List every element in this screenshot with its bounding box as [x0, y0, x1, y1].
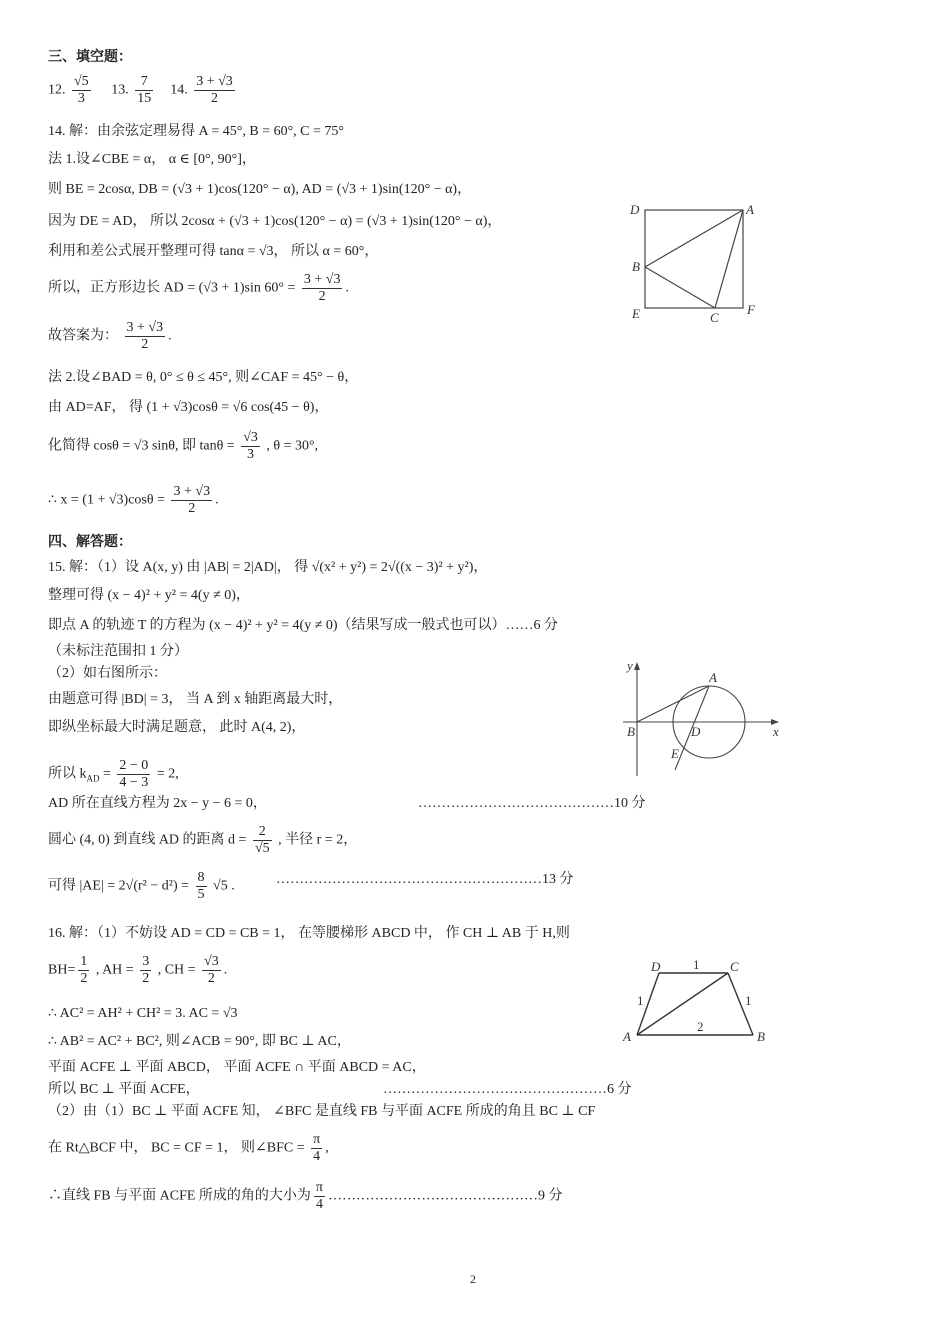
svg-text:2: 2	[697, 1019, 704, 1034]
score-10: ……………………………………10 分	[418, 796, 646, 811]
q14-line-8: 法 2.设∠BAD = θ, 0° ≤ θ ≤ 45°, 则∠CAF = 45° − θ，	[48, 370, 359, 385]
svg-text:D: D	[630, 202, 640, 217]
q15-line-8: 所以 $k_{AD}$ = $\frac{2 - 0}{4 - 3}$ = 2,	[48, 758, 179, 790]
answer-14-value: $\frac{3 + √3}{2}$	[196, 74, 233, 106]
svg-text:B: B	[632, 259, 640, 274]
q15-line-1: 15. 解：（1）设 A(x, y) 由 |AB| = 2|AD|， 得 √(x² + y²) = 2√((x − 3)² + y²)，	[48, 560, 488, 575]
q14-line-5: 利用和差公式展开整理可得 tanα = √3， 所以 α = 60°，	[48, 244, 379, 259]
q16-line-3: ∴ AC² = AH² + CH² = 3. AC = √3	[48, 1006, 238, 1021]
q15-line-11: 可得 |AE| = 2√(r² − d²) = $\frac{8}{5}$ √5 .	[48, 870, 235, 902]
q16-line-5: 平面 ACFE ⊥ 平面 ABCD， 平面 ACFE ∩ 平面 ABCD = AC，	[48, 1060, 426, 1075]
q14-line-6: 所以，正方形边长 AD = (√3 + 1)sin 60° = $\frac{3 + √3}{2}$ .	[48, 272, 349, 304]
score-6: …………………………………………6 分	[383, 1082, 632, 1097]
q14-line-3: 则 BE = 2cosα, DB = (√3 + 1)cos(120° − α), AD = (√3 + 1)sin(120° − α)，	[48, 182, 472, 197]
answer-13-num: 13.	[111, 82, 129, 98]
svg-text:1: 1	[693, 957, 700, 972]
fill-blank-answers	[48, 74, 238, 107]
q15-line-3: 即点 A 的轨迹 T 的方程为 (x − 4)² + y² = 4(y ≠ 0)（结果写成一般式也可以）……6 分	[48, 618, 559, 633]
answer-12-num: 12.	[48, 82, 66, 98]
circle-axes-figure	[615, 658, 785, 778]
svg-text:E: E	[671, 746, 679, 761]
svg-text:D: D	[691, 724, 701, 739]
page-number: 2	[470, 1272, 476, 1286]
q16-line-1: 16. 解：（1）不妨设 AD = CD = CB = 1， 在等腰梯形 ABCD 中， 作 CH ⊥ AB 于 H,则	[48, 926, 570, 941]
svg-text:1: 1	[637, 993, 644, 1008]
answer-12-value: $\frac{√5}{3}$	[74, 74, 89, 106]
q14-line-7: 故答案为： $\frac{3 + √3}{2}$ .	[48, 320, 172, 352]
q16-line-9: ∴直线 FB 与平面 ACFE 所成的角的大小为 $\frac{\pi}{4}$ ………………………………………9 分	[48, 1180, 563, 1212]
svg-text:E: E	[632, 306, 640, 321]
svg-text:y: y	[627, 658, 633, 673]
q16-line-6: 所以 BC ⊥ 平面 ACFE，	[48, 1082, 200, 1097]
q14-line-1: 14. 解：由余弦定理易得 A = 45°, B = 60°, C = 75°	[48, 124, 344, 139]
q15-line-5: （2）如右图所示：	[48, 666, 167, 681]
q14-line-4: 因为 DE = AD， 所以 2cosα + (√3 + 1)cos(120° − α) = (√3 + 1)sin(120° − α)，	[48, 214, 502, 229]
q15-line-4: （未标注范围扣 1 分）	[48, 644, 188, 659]
square-figure	[620, 200, 780, 325]
q15-line-2: 整理可得 (x − 4)² + y² = 4(y ≠ 0)，	[48, 588, 250, 603]
svg-text:1: 1	[745, 993, 752, 1008]
answer-13-value: $\frac{7}{15}$	[137, 74, 152, 106]
svg-text:A: A	[746, 202, 754, 217]
score-13: …………………………………………………13 分	[276, 872, 574, 887]
svg-text:C: C	[710, 310, 719, 325]
trapezoid-figure	[615, 955, 785, 1045]
svg-text:A: A	[709, 670, 717, 685]
q16-line-8: 在 Rt△BCF 中， BC = CF = 1， 则∠BFC = $\frac{\pi}{4}$ ,	[48, 1132, 329, 1164]
q16-line-2: BH= $\frac{1}{2}$ , AH = $\frac{3}{2}$ , CH = $\frac{√3}{2}$ .	[48, 954, 228, 986]
q14-line-10: 化简得 cosθ = √3 sinθ, 即 tanθ = $\frac{√3}{3}$ , θ = 30°,	[48, 430, 319, 462]
q16-line-7: （2）由（1）BC ⊥ 平面 ACFE 知， ∠BFC 是直线 FB 与平面 ACFE 所成的角且 BC ⊥ CF	[48, 1104, 596, 1119]
q15-line-7: 即纵坐标最大时满足题意， 此时 A(4, 2)，	[48, 720, 306, 735]
q14-line-11: ∴ x = (1 + √3)cosθ = $\frac{3 + √3}{2}$ .	[48, 484, 219, 516]
section-4-heading: 四、解答题：	[48, 535, 132, 550]
svg-text:B: B	[627, 724, 635, 739]
svg-text:D: D	[651, 959, 661, 974]
svg-text:F: F	[747, 302, 755, 317]
svg-text:C: C	[730, 959, 739, 974]
q15-line-9: AD 所在直线方程为 2x − y − 6 = 0，	[48, 796, 267, 811]
q16-line-4: ∴ AB² = AC² + BC², 则∠ACB = 90°, 即 BC ⊥ AC，	[48, 1034, 351, 1049]
q15-line-6: 由题意可得 |BD| = 3， 当 A 到 x 轴距离最大时，	[48, 692, 343, 707]
q14-line-2: 法 1.设∠CBE = α， α ∈ [0°, 90°]，	[48, 152, 256, 167]
answer-14-num: 14.	[170, 82, 188, 98]
svg-text:x: x	[773, 724, 779, 739]
svg-text:A: A	[623, 1029, 631, 1044]
q14-line-9: 由 AD=AF， 得 (1 + √3)cosθ = √6 cos(45 − θ)，	[48, 400, 329, 415]
q15-line-10: 圆心 (4, 0) 到直线 AD 的距离 d = $\frac{2}{√5}$ , 半径 r = 2，	[48, 824, 358, 856]
svg-text:B: B	[757, 1029, 765, 1044]
section-3-heading: 三、填空题：	[48, 50, 132, 65]
